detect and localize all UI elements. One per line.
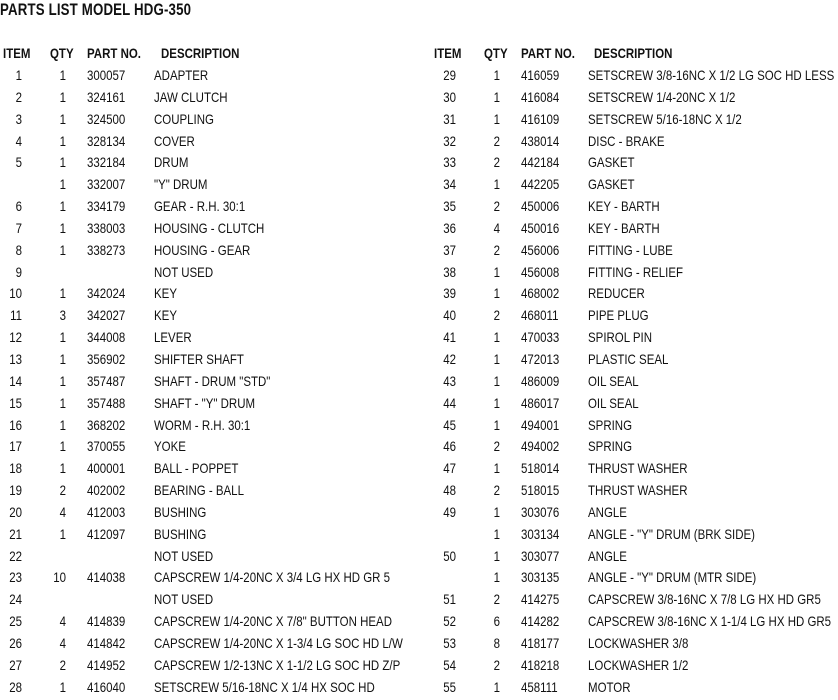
- part-number: 486009: [521, 372, 560, 389]
- description: SETSCREW 5/16-18NC X 1/4 HX SOC HD: [154, 678, 375, 695]
- part-number: 370055: [87, 438, 126, 455]
- description: COUPLING: [154, 110, 214, 127]
- part-number: 468011: [521, 307, 559, 324]
- description: SHAFT - DRUM "STD": [154, 372, 271, 389]
- quantity: 2: [493, 438, 500, 455]
- part-number: 456008: [521, 263, 560, 280]
- part-number: 412097: [87, 525, 126, 542]
- description: KEY: [154, 307, 177, 324]
- quantity: 1: [493, 110, 500, 127]
- header-qty: QTY: [484, 45, 508, 61]
- item-number: 47: [443, 460, 456, 477]
- part-number: 414839: [87, 613, 126, 630]
- item-number: 19: [9, 482, 22, 499]
- description: CAPSCREW 1/4-20NC X 3/4 LG HX HD GR 5: [154, 569, 391, 586]
- part-number: 303076: [521, 503, 560, 520]
- quantity: 1: [493, 176, 500, 193]
- description: "Y" DRUM: [154, 176, 208, 193]
- quantity: 1: [59, 438, 66, 455]
- header-part-no: PART NO.: [87, 45, 142, 61]
- quantity: 1: [493, 329, 500, 346]
- item-number: 17: [9, 438, 22, 455]
- part-number: 518015: [521, 482, 560, 499]
- item-number: 31: [443, 110, 456, 127]
- item-number: 7: [15, 219, 22, 236]
- part-number: 486017: [521, 394, 560, 411]
- item-number: 24: [9, 591, 22, 608]
- quantity: 1: [493, 678, 500, 695]
- item-number: 8: [15, 241, 22, 258]
- description: CAPSCREW 3/8-16NC X 7/8 LG HX HD GR5: [588, 591, 821, 608]
- header-item: ITEM: [434, 45, 462, 61]
- item-number: 26: [9, 634, 22, 651]
- part-number: 412003: [87, 503, 126, 520]
- part-number: 416059: [521, 67, 560, 83]
- item-number: 2: [15, 88, 22, 105]
- item-number: 48: [443, 482, 456, 499]
- description: THRUST WASHER: [588, 482, 688, 499]
- quantity: 1: [59, 88, 66, 105]
- quantity: 1: [493, 416, 500, 433]
- item-number: 5: [15, 154, 22, 171]
- item-number: 52: [443, 613, 456, 630]
- part-number: 416109: [521, 110, 560, 127]
- quantity: 2: [493, 198, 500, 215]
- description: OIL SEAL: [588, 372, 639, 389]
- part-number: 456006: [521, 241, 560, 258]
- quantity: 4: [59, 503, 66, 520]
- description: SPRING: [588, 438, 633, 455]
- description: NOT USED: [154, 591, 214, 608]
- quantity: 1: [59, 416, 66, 433]
- part-number: 344008: [87, 329, 126, 346]
- quantity: 1: [493, 569, 500, 586]
- description: SETSCREW 3/8-16NC X 1/2 LG SOC HD LESS: [588, 67, 835, 83]
- item-number: 22: [9, 547, 22, 564]
- quantity: 1: [59, 154, 66, 171]
- part-number: 414842: [87, 634, 126, 651]
- description: ANGLE: [588, 503, 627, 520]
- description: BEARING - BALL: [154, 482, 244, 499]
- header-description: DESCRIPTION: [594, 45, 673, 61]
- quantity: 1: [493, 67, 500, 83]
- quantity: 1: [59, 678, 66, 695]
- quantity: 1: [59, 350, 66, 367]
- description: DRUM: [154, 154, 189, 171]
- part-number: 357487: [87, 372, 126, 389]
- part-number: 356902: [87, 350, 126, 367]
- part-number: 332007: [87, 176, 126, 193]
- quantity: 1: [59, 329, 66, 346]
- part-number: 338003: [87, 219, 126, 236]
- item-number: 21: [9, 525, 22, 542]
- quantity: 1: [493, 372, 500, 389]
- quantity: 1: [493, 350, 500, 367]
- part-number: 414282: [521, 613, 560, 630]
- part-number: 518014: [521, 460, 560, 477]
- description: SETSCREW 1/4-20NC X 1/2: [588, 88, 736, 105]
- quantity: 1: [59, 460, 66, 477]
- quantity: 1: [493, 394, 500, 411]
- description: SHAFT - "Y" DRUM: [154, 394, 256, 411]
- part-number: 357488: [87, 394, 126, 411]
- item-number: 25: [9, 613, 22, 630]
- item-number: 39: [443, 285, 456, 302]
- quantity: 1: [493, 88, 500, 105]
- item-number: 42: [443, 350, 456, 367]
- quantity: 2: [493, 656, 500, 673]
- description: NOT USED: [154, 547, 214, 564]
- item-number: 14: [9, 372, 22, 389]
- part-number: 416084: [521, 88, 560, 105]
- description: GASKET: [588, 176, 635, 193]
- description: THRUST WASHER: [588, 460, 688, 477]
- item-number: 32: [443, 132, 456, 149]
- description: REDUCER: [588, 285, 645, 302]
- part-number: 450016: [521, 219, 560, 236]
- part-number: 438014: [521, 132, 560, 149]
- quantity: 1: [59, 198, 66, 215]
- quantity: 1: [59, 132, 66, 149]
- part-number: 303134: [521, 525, 560, 542]
- item-number: 20: [9, 503, 22, 520]
- part-number: 332184: [87, 154, 126, 171]
- part-number: 303077: [521, 547, 560, 564]
- item-number: 28: [9, 678, 22, 695]
- description: SETSCREW 5/16-18NC X 1/2: [588, 110, 742, 127]
- item-number: 16: [9, 416, 22, 433]
- item-number: 12: [9, 329, 22, 346]
- page-title: PARTS LIST MODEL HDG-350: [0, 0, 192, 19]
- part-number: 418218: [521, 656, 560, 673]
- item-number: 51: [443, 591, 456, 608]
- quantity: 2: [493, 132, 500, 149]
- description: MOTOR: [588, 678, 631, 695]
- part-number: 450006: [521, 198, 560, 215]
- quantity: 6: [493, 613, 500, 630]
- item-number: 1: [15, 67, 22, 83]
- quantity: 1: [59, 219, 66, 236]
- quantity: 1: [493, 547, 500, 564]
- quantity: 1: [59, 67, 66, 83]
- quantity: 1: [59, 525, 66, 542]
- part-number: 334179: [87, 198, 126, 215]
- quantity: 4: [59, 613, 66, 630]
- item-number: 9: [15, 263, 22, 280]
- header-part-no: PART NO.: [521, 45, 576, 61]
- part-number: 402002: [87, 482, 126, 499]
- item-number: 46: [443, 438, 456, 455]
- description: CAPSCREW 1/2-13NC X 1-1/2 LG SOC HD Z/P: [154, 656, 401, 673]
- item-number: 50: [443, 547, 456, 564]
- quantity: 1: [59, 110, 66, 127]
- item-number: 35: [443, 198, 456, 215]
- description: KEY - BARTH: [588, 219, 660, 236]
- part-number: 418177: [521, 634, 560, 651]
- description: KEY: [154, 285, 177, 302]
- quantity: 1: [59, 176, 66, 193]
- part-number: 414275: [521, 591, 560, 608]
- description: BUSHING: [154, 503, 207, 520]
- item-number: 27: [9, 656, 22, 673]
- description: GASKET: [588, 154, 635, 171]
- part-number: 342024: [87, 285, 126, 302]
- header-item: ITEM: [3, 45, 31, 61]
- description: LEVER: [154, 329, 192, 346]
- quantity: 8: [493, 634, 500, 651]
- item-number: 33: [443, 154, 456, 171]
- description: DISC - BRAKE: [588, 132, 665, 149]
- part-number: 468002: [521, 285, 560, 302]
- header-qty: QTY: [50, 45, 74, 61]
- quantity: 1: [493, 460, 500, 477]
- description: LOCKWASHER 3/8: [588, 634, 689, 651]
- item-number: 40: [443, 307, 456, 324]
- description: SHIFTER SHAFT: [154, 350, 244, 367]
- item-number: 11: [10, 307, 22, 324]
- part-number: 303135: [521, 569, 560, 586]
- part-number: 324500: [87, 110, 126, 127]
- quantity: 1: [493, 263, 500, 280]
- item-number: 55: [443, 678, 456, 695]
- item-number: 4: [15, 132, 22, 149]
- quantity: 2: [493, 241, 500, 258]
- item-number: 49: [443, 503, 456, 520]
- description: YOKE: [154, 438, 186, 455]
- item-number: 36: [443, 219, 456, 236]
- quantity: 1: [493, 525, 500, 542]
- description: FITTING - RELIEF: [588, 263, 684, 280]
- item-number: 29: [443, 67, 456, 83]
- quantity: 2: [59, 656, 66, 673]
- item-number: 15: [9, 394, 22, 411]
- description: ANGLE - "Y" DRUM (BRK SIDE): [588, 525, 755, 542]
- description: CAPSCREW 1/4-20NC X 1-3/4 LG SOC HD L/W: [154, 634, 403, 651]
- item-number: 34: [443, 176, 456, 193]
- item-number: 13: [9, 350, 22, 367]
- quantity: 1: [59, 285, 66, 302]
- item-number: 30: [443, 88, 456, 105]
- quantity: 2: [493, 591, 500, 608]
- description: OIL SEAL: [588, 394, 639, 411]
- item-number: 41: [443, 329, 456, 346]
- quantity: 1: [493, 503, 500, 520]
- description: KEY - BARTH: [588, 198, 660, 215]
- description: HOUSING - GEAR: [154, 241, 251, 258]
- description: SPIROL PIN: [588, 329, 653, 346]
- quantity: 1: [59, 372, 66, 389]
- description: CAPSCREW 3/8-16NC X 1-1/4 LG HX HD GR5: [588, 613, 832, 630]
- description: PIPE PLUG: [588, 307, 649, 324]
- quantity: 4: [59, 634, 66, 651]
- header-description: DESCRIPTION: [161, 45, 240, 61]
- item-number: 6: [15, 198, 22, 215]
- description: WORM - R.H. 30:1: [154, 416, 251, 433]
- description: NOT USED: [154, 263, 214, 280]
- part-number: 414038: [87, 569, 126, 586]
- part-number: 324161: [87, 88, 126, 105]
- part-number: 442184: [521, 154, 560, 171]
- part-number: 300057: [87, 67, 126, 83]
- quantity: 1: [493, 285, 500, 302]
- item-number: 10: [9, 285, 22, 302]
- part-number: 342027: [87, 307, 126, 324]
- quantity: 2: [59, 482, 66, 499]
- description: COVER: [154, 132, 195, 149]
- part-number: 470033: [521, 329, 560, 346]
- description: ANGLE: [588, 547, 627, 564]
- description: HOUSING - CLUTCH: [154, 219, 265, 236]
- item-number: 54: [443, 656, 456, 673]
- item-number: 38: [443, 263, 456, 280]
- quantity: 1: [59, 241, 66, 258]
- description: ADAPTER: [154, 67, 209, 83]
- description: SPRING: [588, 416, 633, 433]
- part-number: 494001: [521, 416, 560, 433]
- item-number: 45: [443, 416, 456, 433]
- quantity: 2: [493, 482, 500, 499]
- part-number: 328134: [87, 132, 126, 149]
- quantity: 1: [59, 394, 66, 411]
- quantity: 2: [493, 154, 500, 171]
- part-number: 442205: [521, 176, 560, 193]
- description: BALL - POPPET: [154, 460, 239, 477]
- quantity: 10: [53, 569, 66, 586]
- quantity: 4: [493, 219, 500, 236]
- part-number: 458111: [521, 678, 558, 695]
- part-number: 368202: [87, 416, 126, 433]
- description: PLASTIC SEAL: [588, 350, 669, 367]
- description: BUSHING: [154, 525, 207, 542]
- description: LOCKWASHER 1/2: [588, 656, 689, 673]
- description: GEAR - R.H. 30:1: [154, 198, 246, 215]
- quantity: 3: [59, 307, 66, 324]
- item-number: 3: [15, 110, 22, 127]
- description: CAPSCREW 1/4-20NC X 7/8" BUTTON HEAD: [154, 613, 392, 630]
- part-number: 338273: [87, 241, 126, 258]
- item-number: 44: [443, 394, 456, 411]
- item-number: 18: [9, 460, 22, 477]
- item-number: 37: [443, 241, 456, 258]
- description: ANGLE - "Y" DRUM (MTR SIDE): [588, 569, 757, 586]
- item-number: 43: [443, 372, 456, 389]
- part-number: 416040: [87, 678, 126, 695]
- item-number: 53: [443, 634, 456, 651]
- part-number: 414952: [87, 656, 126, 673]
- part-number: 494002: [521, 438, 560, 455]
- item-number: 23: [9, 569, 22, 586]
- part-number: 400001: [87, 460, 126, 477]
- quantity: 2: [493, 307, 500, 324]
- description: JAW CLUTCH: [154, 88, 228, 105]
- description: FITTING - LUBE: [588, 241, 673, 258]
- part-number: 472013: [521, 350, 560, 367]
